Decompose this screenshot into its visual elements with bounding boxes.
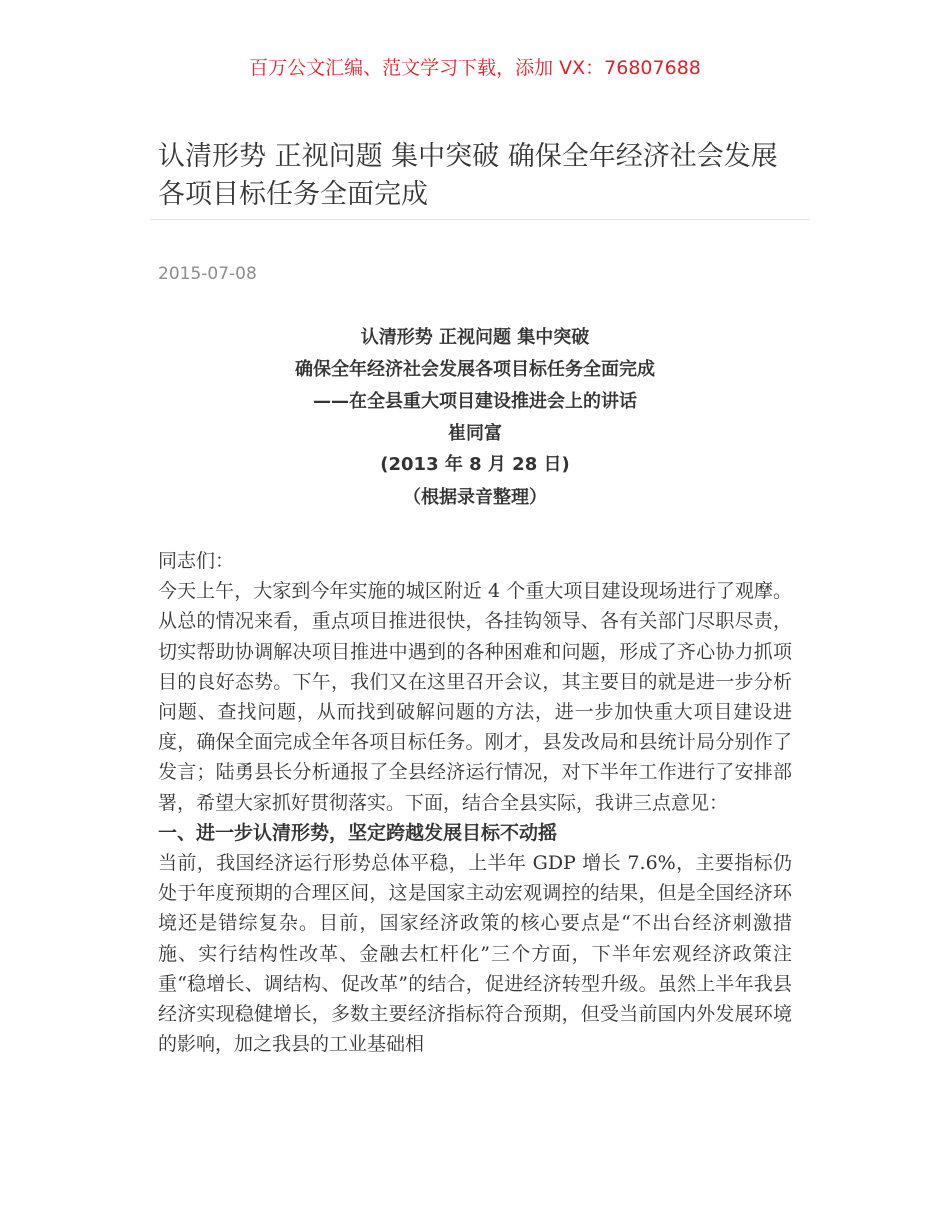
speech-title-line-2: 确保全年经济社会发展各项目标任务全面完成: [295, 359, 655, 380]
publish-date: 2015-07-08: [158, 264, 257, 284]
paragraph: 当前，我国经济运行形势总体平稳，上半年 GDP 增长 7.6%，主要指标仍处于年度预期的合理区间，这是国家主动宏观调控的结果，但是全国经济环境还是错综复杂。目前，国家经济政策的核心要点是“不出台经济刺激措施、实行结构性改革、金融去杠杆化”三个方面，下半年宏观经济政策注重“稳增长、调结构、促改革”的结合，促进经济转型升级。虽然上半年我县经济实现稳健增长，多数主要经济指标符合预期，但受当前国内外发展环境的影响，加之我县的工业基础相: [158, 852, 792, 1056]
section-heading: 一、进一步认清形势，坚定跨越发展目标不动摇: [158, 821, 558, 844]
paragraph: 今天上午，大家到今年实施的城区附近 4 个重大项目建设现场进行了观摩。从总的情况来看，重点项目推进很快，各挂钩领导、各有关部门尽职尽责，切实帮助协调解决项目推进中遇到的各种困难和问题，形成了齐心协力抓项目的良好态势。下午，我们又在这里召开会议，其主要目的就是进一步分析问题、查找问题，从而找到破解问题的方法，进一步加快重大项目建设进度，确保全面完成全年各项目标任务。刚才，县发改局和县统计局分别作了发言；陆勇县长分析通报了全县经济运行情况，对下半年工作进行了安排部署，希望大家抓好贯彻落实。下面，结合全县实际，我讲三点意见：: [158, 580, 792, 814]
speech-header: [158, 322, 792, 516]
transcription-note: （根据录音整理）: [403, 487, 547, 508]
article-title: 认清形势 正视问题 集中突破 确保全年经济社会发展各项目标任务全面完成: [158, 141, 778, 210]
salutation: 同志们：: [158, 550, 235, 572]
speech-date: (2013 年 8 月 28 日): [380, 454, 570, 475]
speech-subtitle: ——在全县重大项目建设推进会上的讲话: [313, 391, 637, 412]
speech-title-line-1: 认清形势 正视问题 集中突破: [360, 327, 590, 348]
speaker-name: 崔同富: [448, 423, 502, 444]
article-body: [158, 546, 792, 1059]
promo-banner: 百万公文汇编、范文学习下载，添加 VX：76807688: [249, 57, 701, 79]
title-divider: [150, 219, 810, 220]
